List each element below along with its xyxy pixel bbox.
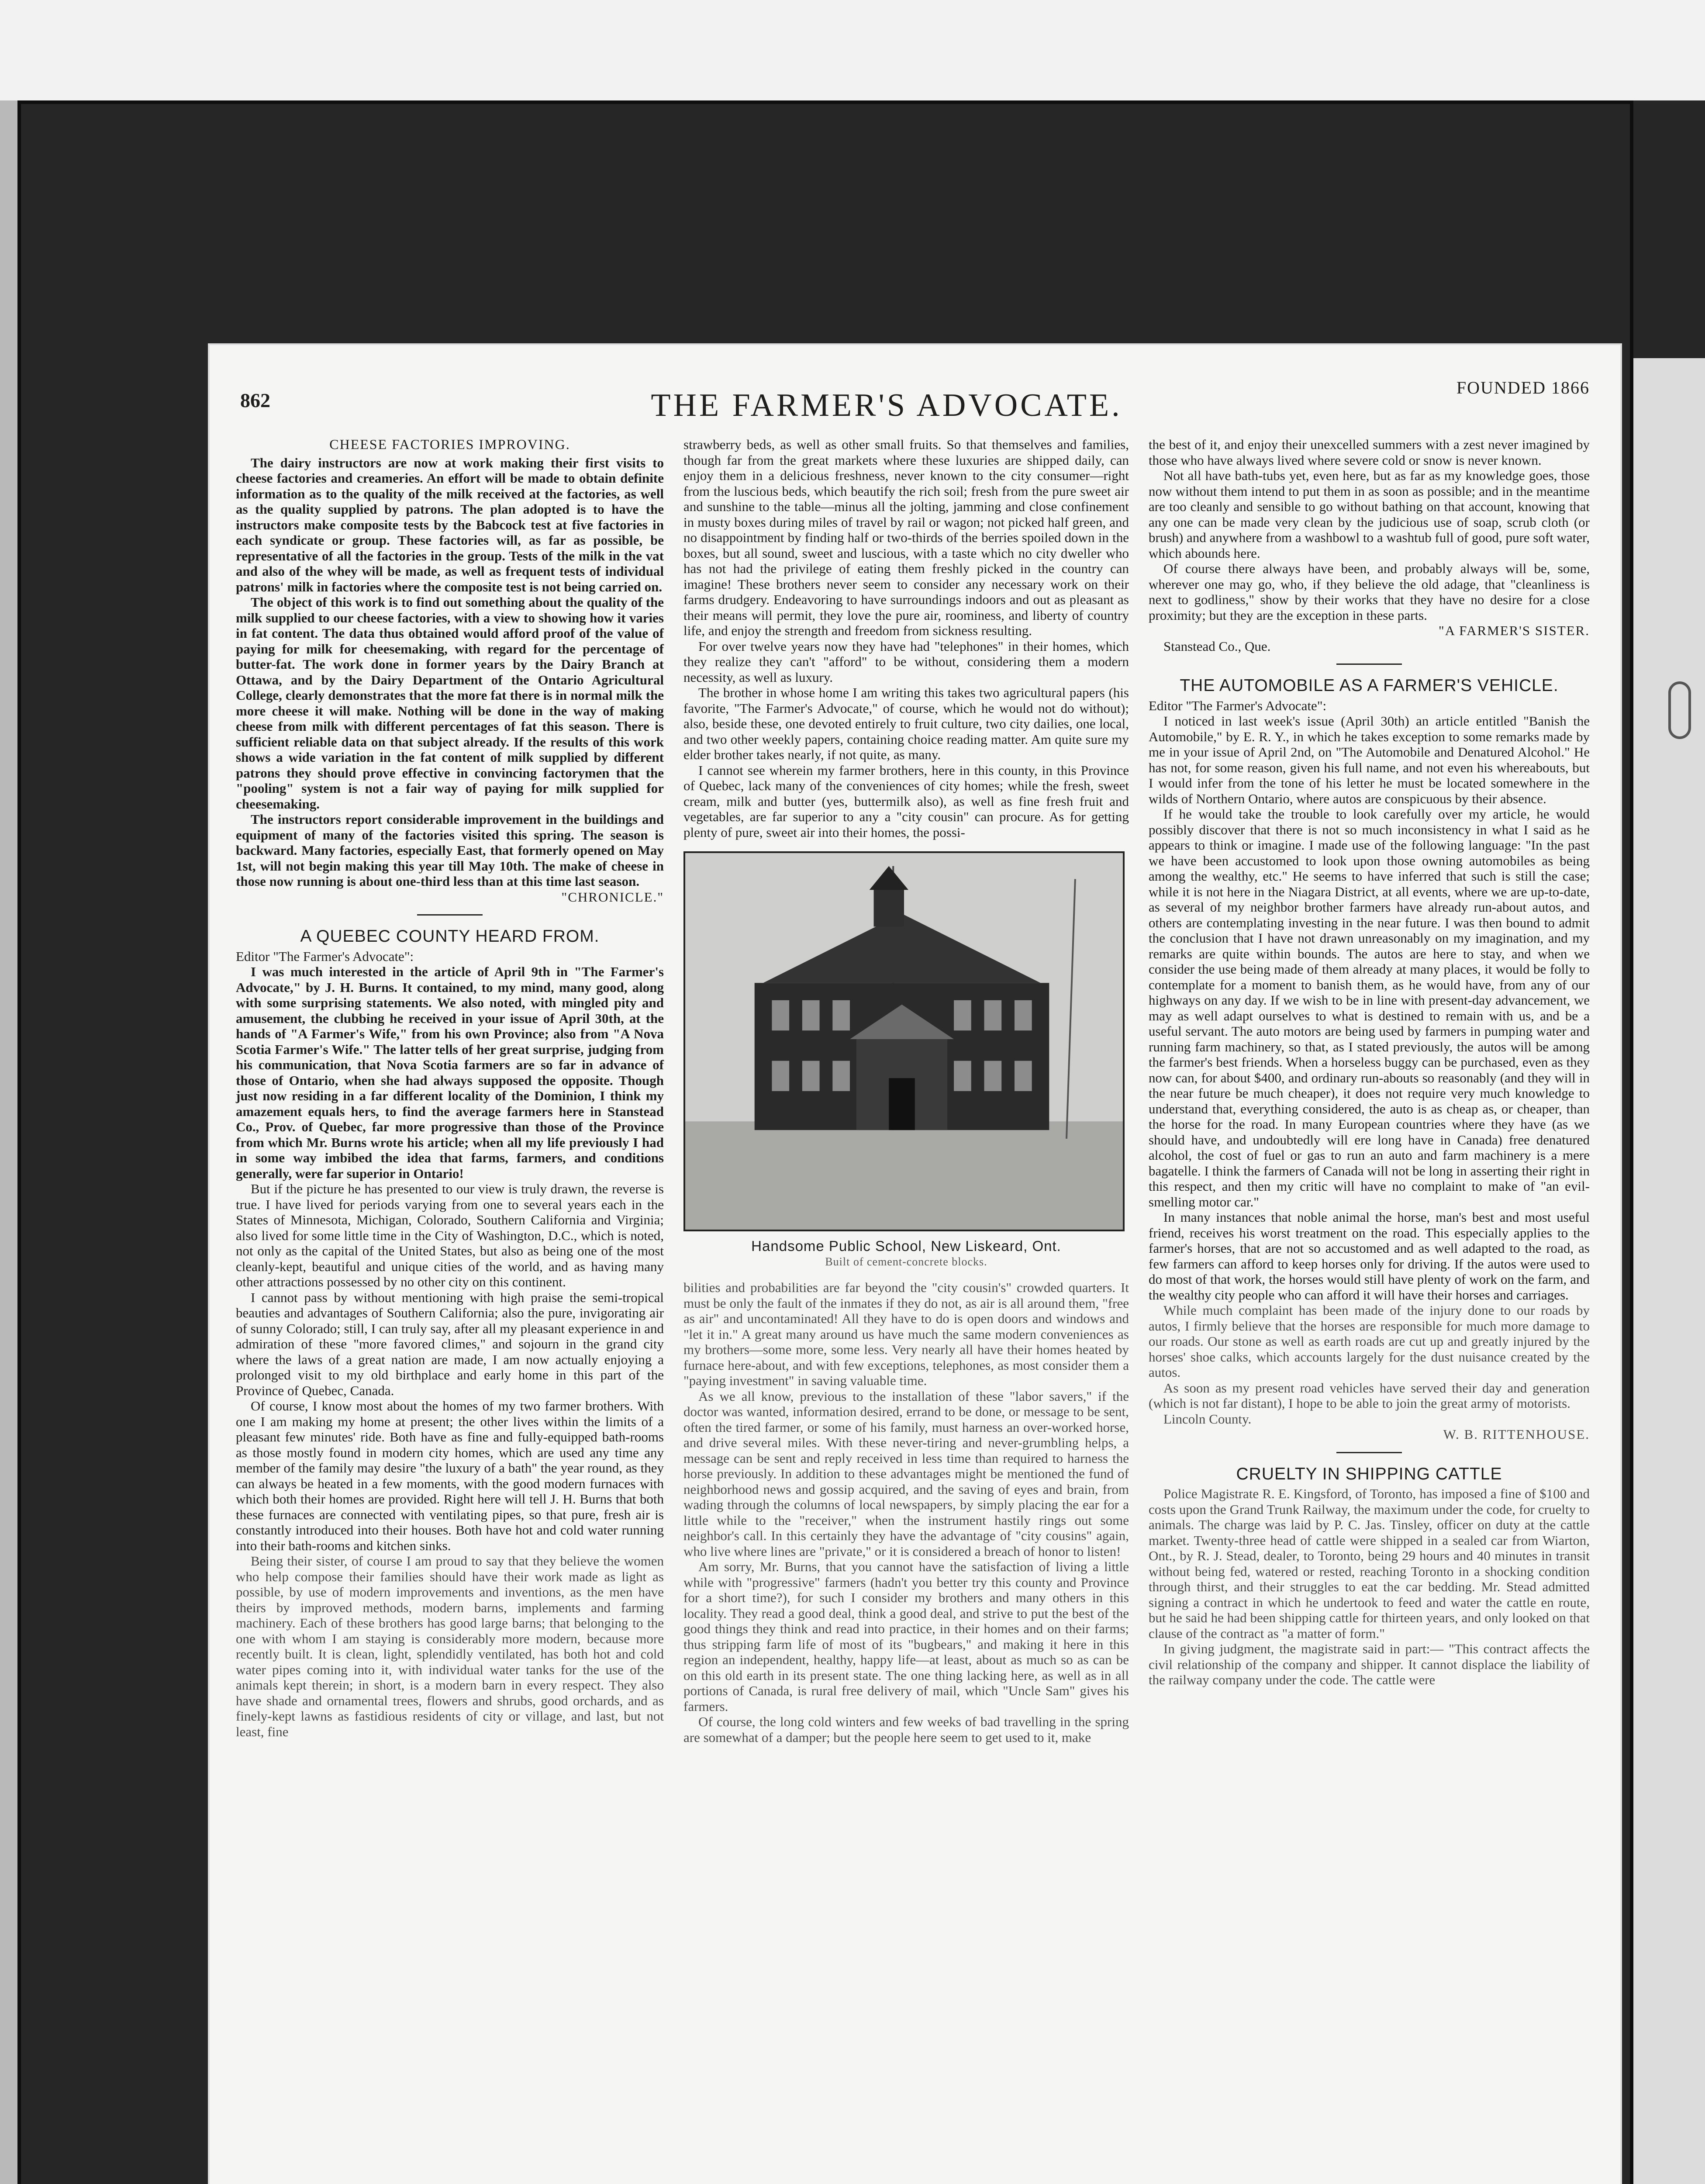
binder-clip-mark	[1668, 681, 1691, 739]
quebec-paragraph: As we all know, previous to the installation of these "labor savers," if the doctor was wanted, information desired, errand to be done, or message to be sent, often the tired farmer, or some of his family, must harness an over-worked horse, and drive several miles. With these never-tiring and never-grumbling helps, a message can be sent and reply received in less time than required to harness the horse previously. In addition to these advantages might be mentioned the fund of neighborhood news and gossip acquired, and the saving of eyes and brain, from wading through the columns of local newspapers, by simply placing the ear for a little while to the "receiver," when the instrument hastily rings out some neighbor's call. In this certainly they have the advantage of "city cousins" again, who live where lines are "private," or it is considered a breach of honor to listen!	[683, 1388, 1129, 1559]
quebec-signature: "A FARMER'S SISTER.	[1439, 623, 1590, 638]
cruelty-paragraph: Police Magistrate R. E. Kingsford, of Toronto, has imposed a fine of $100 and costs upon the Grand Trunk Railway, the maximum under the code, for cruelty to animals. The charge was laid by P. C. Jas. Tinsley, officer on duty at the cattle market. Twenty-three head of cattle were shipped in a sealed car from Wiarton, Ont., by R. J. Stead, dealer, to Toronto, being 29 hours and 40 minutes in transit without being fed, watered or rested, reaching Toronto in a shocking condition through thirst, and their struggles to eat the car bedding. Mr. Stead admitted signing a contract in which he undertook to feed and water the cattle en route, but he said he had been shipping cattle for thirteen years, and only looked on that clause of the contract as "a matter of form."	[1149, 1486, 1590, 1641]
school-building-photo	[683, 851, 1125, 1231]
cheese-heading: CHEESE FACTORIES IMPROVING.	[329, 436, 570, 452]
automobile-place: Lincoln County.	[1163, 1411, 1252, 1427]
column-2	[683, 437, 1129, 1745]
automobile-paragraph: While much complaint has been made of the injury done to our roads by autos, I firmly believe that the horses are responsible for much more damage to our roads. Our stone as well as earth roads are cut up and greatly injured by the horses' shoe calks, which accounts largely for the dust nuisance created by the autos.	[1149, 1303, 1590, 1380]
photo-block	[683, 851, 1129, 1269]
cheese-paragraph: The dairy instructors are now at work making their first visits to cheese factories and creameries. An effort will be made to obtain definite information as to the quality of the milk received at the factories, as well as the quality supplied by patrons. The plan adopted is to have the instructors make composite tests by the Babcock test at five factories in each syndicate or group. These factories will, as far as possible, be representative of all the factories in the group. Tests of the milk in the vat and also of the whey will be made, as well as frequent tests of individual patrons' milk in factories where the composite test is not being carried on.	[236, 455, 664, 594]
page-number: 862	[240, 389, 270, 411]
quebec-paragraph: strawberry beds, as well as other small fruits. So that themselves and families, though far from the great markets where these luxuries are shipped daily, can enjoy them in a delicious freshness, never known to the city consumer—right from the luscious beds, which beautify the rich soil; fresh from the pure sweet air and sunshine to the table—minus all the jolting, jamming and close confinement in musty boxes during miles of travel by rail or wagon; not picked half green, and no disappointment by finding half or two-thirds of the berries spoiled down in the boxes, but all sound, sweet and luscious, with a taste which no city dweller who has not had the privilege of eating them freshly picked in the country can imagine! These brothers never seem to consider any necessary work on their farms drudgery. Endeavoring to have surroundings indoors and out as pleasant as their means will permit, they love the pure air, roominess, and liberty of country life, and enjoy the strength and freedom from sickness resulting.	[683, 437, 1129, 638]
quebec-paragraph: Being their sister, of course I am proud to say that they believe the women who help compose their families should have their work made as light as possible, by use of modern improvements and inventions, as the men have theirs by improved methods, modern barns, implements and farming machinery. Each of these brothers has good large barns; that belonging to the one with whom I am staying is considerably more modern, because more recently built. It is clean, light, splendidly ventilated, has both hot and cold water pipes coming into it, with individual water tanks for the use of the animals kept therein; in short, is a modern barn in every respect. They also have shade and ornamental trees, flowers and shrubs, good orchards, and as finely-kept lawns as fastidious residents of city or village, and last, but not least, fine	[236, 1553, 664, 1739]
quebec-paragraph: The brother in whose home I am writing this takes two agricultural papers (his favorite, "The Farmer's Advocate," of course, which he would not do without); also, beside these, one devoted entirely to fruit culture, two city dailies, one local, and two other weekly papers, containing choice reading matter. Am quite sure my elder brother takes nearly, if not quite, as many.	[683, 685, 1129, 762]
newspaper-page	[210, 345, 1620, 2184]
adjacent-page-edge	[1633, 358, 1705, 2184]
photo-subcaption: Built of cement-concrete blocks.	[825, 1255, 987, 1268]
quebec-paragraph: But if the picture he has presented to our view is truly drawn, the reverse is true. I have lived for periods varying from one to several years each in the States of Minnesota, Michigan, Colorado, Southern California and Virginia; also lived for some little time in the City of Washington, D.C., which is noted, not only as the capital of the United States, but also as being one of the most cleanly-kept, beautiful and unique cities of the world, and as having many other attractions possessed by no other city on this continent.	[236, 1181, 664, 1289]
quebec-paragraph: Of course, the long cold winters and few weeks of bad travelling in the spring are somewhat of a damper; but the people here seem to get used to it, make	[683, 1714, 1129, 1745]
cruelty-heading: CRUELTY IN SHIPPING CATTLE	[1236, 1464, 1502, 1483]
cheese-paragraph: The object of this work is to find out something about the quality of the milk supplied to our cheese factories, with a view to showing how it varies in fat content. The data thus obtained would afford proof of the value of paying for milk for cheesemaking, with regard for the percentage of butter-fat. The work done in former years by the Dairy Branch at Ottawa, and by the Dairy Department of the Ontario Agricultural College, clearly demonstrates that the more fat there is in normal milk the more cheese it will make. Nothing will be done in the way of making cheese from milk with different percentages of fat this season. There is sufficient reliable data on that subject already. If the results of this work shows a wide variation in the fat content of milk supplied by different patrons they should prove effective in convincing factorymen that the "pooling" system is not a fair way of paying for milk supplied for cheesemaking.	[236, 594, 664, 812]
photo-caption: Handsome Public School, New Liskeard, Ont.	[751, 1238, 1061, 1254]
automobile-paragraph: In many instances that noble animal the horse, man's best and most useful friend, receives his worst treatment on the road. This especially applies to the farmer's horses, that are not so accustomed and as well adapted to the road, as few farmers can afford to keep horses only for driving. If the autos were used to do most of that work, the horses would still have plenty of work on the farm, and the wealthy city people who can afford it will have their horses and carriages.	[1149, 1209, 1590, 1303]
quebec-paragraph: Not all have bath-tubs yet, even here, but as far as my knowledge goes, those now without them intend to put them in as soon as possible; and in the meantime are too cleanly and sensible to go without bathing on that account, knowing that any one can be made very clean by the judicious use of soap, scrub cloth (or brush) and anywhere from a washbowl to a washtub full of good, pure soft water, which abounds here.	[1149, 468, 1590, 561]
quebec-paragraph: I cannot see wherein my farmer brothers, here in this county, in this Province of Quebec, lack many of the conveniences of city homes; while the fresh, sweet cream, milk and butter (yes, buttermilk also), as well as fine fresh fruit and vegetables, are far superior to any a "city cousin" can procure. As for getting plenty of pure, sweet air into their homes, the possi-	[683, 762, 1129, 840]
quebec-paragraph: For over twelve years now they have had "telephones" in their homes, which they realize they can't "afford" to be without, considering them a modern necessity, as well as luxury.	[683, 638, 1129, 685]
quebec-paragraph: Of course, I know most about the homes of my two farmer brothers. With one I am making my home at present; the other lives within the limits of a pleasant few minutes' ride. Both have as fine and fully-equipped bath-rooms as those mostly found in modern city homes, which are used any time any member of the family may desire "the luxury of a bath" the year round, as they can always be heated in a few moments, with the good modern furnaces with which both their homes are provided. Right here will tell J. H. Burns that both these furnaces are connected with ventilating pipes, so that pure, fresh air is constantly introduced into their houses. Both have hot and cold water running into their bath-rooms and kitchen sinks.	[236, 1398, 664, 1553]
quebec-paragraph: Of course there always have been, and probably always will be, some, wherever one may go, who, if they believe the old adage, that "cleanliness is next to godliness," show by their works that they have no desire for a close proximity; but they are the exception in these parts.	[1149, 561, 1590, 623]
automobile-paragraph: If he would take the trouble to look carefully over my article, he would possibly discover that there is not so much inconsistency in what I said as he appears to think or imagine. I made use of the following language: "In the past we have been accustomed to look upon those owning automobiles as being among the wealthy, etc." He seems to have inferred that such is still the case; while it is not here in the Niagara District, at all events, where we are up-to-date, as several of my neighbor brother farmers have already run-about autos, and others are contemplating investing in the near future. I was then bound to admit the conclusion that I have not drawn unreasonably on my imagination, and my remarks are quite within bounds. The autos are here to stay, and when we consider the use being made of them already at many places, it would be folly to contemplate for a moment to banish them, as he would have, from any of our highways on any day. If we wish to be in line with present-day advancement, we may as well adapt ourselves to what is destined to remain with us, and be a useful servant. The auto motors are being used by farmers in pumping water and running farm machinery, so that, as I stated previously, the autos will be among the farmer's best friends. When a horseless buggy can be purchased, even as they now can, for about $400, and ordinary run-abouts so reasonably (and they will in the near future be much cheaper), it does not require very much knowledge to understand that, everything considered, the auto is as cheap as, or cheaper, than the horse for the road. In many European countries where they have (as we should have, and undoubtedly will ere long have in Canada) free denatured alcohol, the cost of fuel or gas to run an auto and farm machinery is a mere bagatelle. I think the farmers of Canada will not be long in asserting their right in this respect, and then my critic will have no complaint to make of "an evil-smelling motor car."	[1149, 806, 1590, 1209]
quebec-paragraph: bilities and probabilities are far beyond the "city cousin's" crowded quarters. It must be only the fault of the inmates if they do not, as air is all around them, "free as air" and uncontaminated! All they have to do is open doors and windows and "let it in." A great many around us have much the same modern conveniences as my brothers—some more, some less. Very nearly all have their homes heated by furnace here-about, and with few exceptions, telephones, as most consider them a "paying investment" in saving valuable time.	[683, 1280, 1129, 1388]
quebec-place: Stanstead Co., Que.	[1163, 638, 1271, 654]
column-3	[1149, 437, 1590, 1688]
quebec-paragraph: I was much interested in the article of April 9th in "The Farmer's Advocate," by J. H. Burns. It contained, to my mind, many good, along with some surprising statements. We also noted, with mingled pity and amusement, the clubbing he received in your issue of April 30th, at the hands of "A Farmer's Wife," from his own Province; also from "A Nova Scotia Farmer's Wife." The latter tells of her great surprise, judging from his communication, that Nova Scotia farmers are so far in advance of those of Ontario, when she had always supposed the opposite. Though just now residing in a far different locality of the Dominion, I think my amazement equals hers, to find the average farmers here in Stanstead Co., Prov. of Quebec, far more progressive than those of the Province from which Mr. Burns wrote his article; when all my life previously I had in some way imbibed the idea that farms, farmers, and conditions generally, were far superior in Ontario!	[236, 964, 664, 1181]
quebec-paragraph: the best of it, and enjoy their unexcelled summers with a zest never imagined by those who have always lived where severe cold or snow is never known.	[1149, 437, 1590, 468]
divider-rule	[1336, 663, 1402, 665]
cheese-signature: "CHRONICLE."	[561, 889, 664, 905]
divider-rule	[1336, 1452, 1402, 1453]
cruelty-paragraph: In giving judgment, the magistrate said in part:— "This contract affects the civil relationship of the company and shipper. It cannot displace the liability of the railway company under the code. The cattle were	[1149, 1641, 1590, 1687]
automobile-salutation: Editor "The Farmer's Advocate":	[1149, 698, 1327, 713]
column-1	[236, 437, 664, 1739]
quebec-paragraph: Am sorry, Mr. Burns, that you cannot have the satisfaction of living a little while with "progressive" farmers (hadn't you better try this county and Province for a short time?), for such I consider my brothers and many others in this locality. They read a good deal, think a good deal, and strive to put the best of the good things they think and read into practice, in their homes and on their farms; thus stripping farm life of most of its "bugbears," and making it here in this region an independent, healthy, happy life—at least, about as much so as can be on this old earth in its present state. The one thing lacking here, as well as in all portions of Canada, is rural free delivery of mail, which "Uncle Sam" gives his farmers.	[683, 1559, 1129, 1714]
quebec-heading: A QUEBEC COUNTY HEARD FROM.	[300, 927, 600, 946]
automobile-signature: W. B. RITTENHOUSE.	[1443, 1427, 1590, 1442]
divider-rule	[417, 914, 483, 916]
automobile-heading: THE AUTOMOBILE AS A FARMER'S VEHICLE.	[1180, 676, 1559, 695]
automobile-paragraph: I noticed in last week's issue (April 30th) an article entitled "Banish the Automobile," by E. R. Y., in which he takes exception to some remarks made by me in your issue of April 2nd, on "The Automobile and Denatured Alcohol." He has not, for some reason, given his full name, and not even his whereabouts, but I would infer from the tone of his letter he must be located somewhere in the wilds of Northern Ontario, where autos are conspicuous by their absence.	[1149, 713, 1590, 806]
scanner-bed-top	[0, 0, 1705, 100]
automobile-paragraph: As soon as my present road vehicles have served their day and generation (which is not far distant), I hope to be able to join the great army of motorists.	[1149, 1380, 1590, 1411]
quebec-salutation: Editor "The Farmer's Advocate":	[236, 948, 414, 964]
quebec-paragraph: I cannot pass by without mentioning with high praise the semi-tropical beauties and advantages of Southern California; also the pure, invigorating air of sunny Colorado; still, I can truly say, after all my pleasant experience in and admiration of these "more favored climes," and sojourn in the grand city where the laws of a great nation are made, I am now actually enjoying a prolonged visit to my old birthplace and early home in this part of the Province of Quebec, Canada.	[236, 1289, 664, 1398]
cheese-paragraph: The instructors report considerable improvement in the buildings and equipment of many of the factories visited this spring. The season is backward. Many factories, especially East, that formerly opened on May 1st, will not begin making this year till May 10th. The make of cheese in those now running is about one-third less than at this time last season.	[236, 812, 664, 889]
masthead-title: THE FARMER'S ADVOCATE.	[651, 387, 1122, 423]
founded-note: FOUNDED 1866	[1456, 378, 1590, 397]
